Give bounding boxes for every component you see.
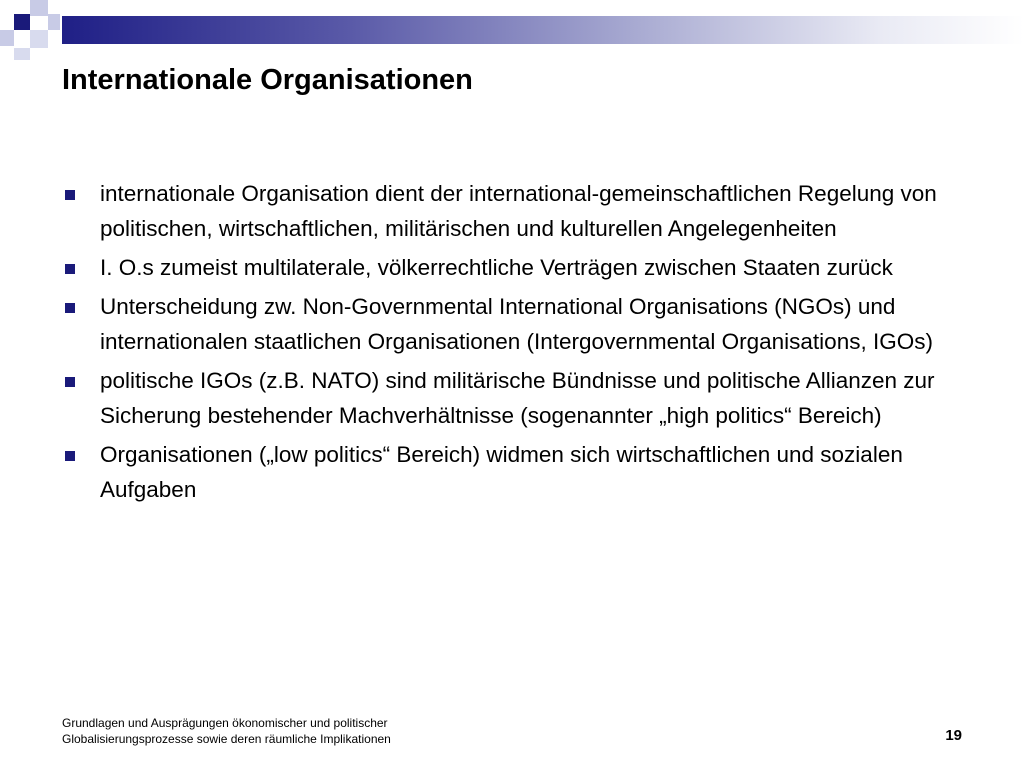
bullet-item (62, 176, 962, 246)
slide-title: Internationale Organisationen (62, 64, 473, 96)
decorative-square (0, 30, 14, 46)
page-number: 19 (945, 727, 962, 744)
header-gradient-bar (62, 16, 1024, 44)
bullet-text: internationale Organisation dient der international-gemeinschaftlichen Regelung von politischen, wirtschaftlichen, militärischen und kulturellen Angelegenheiten (100, 181, 937, 241)
bullet-item (62, 437, 962, 507)
decorative-square (48, 14, 60, 30)
bullet-list (62, 176, 962, 511)
decorative-square (14, 14, 30, 30)
bullet-item (62, 289, 962, 359)
decorative-square (14, 48, 30, 60)
footer-line: Globalisierungsprozesse sowie deren räumliche Implikationen (62, 732, 391, 746)
square-bullet-icon (65, 451, 75, 461)
bullet-item (62, 363, 962, 433)
bullet-text: I. O.s zumeist multilaterale, völkerrechtliche Verträgen zwischen Staaten zurück (100, 255, 893, 280)
square-bullet-icon (65, 190, 75, 200)
bullet-text: Unterscheidung zw. Non-Governmental International Organisations (NGOs) und internationalen staatlichen Organisationen (Intergovernmental Organisations, IGOs) (100, 294, 933, 354)
square-bullet-icon (65, 264, 75, 274)
decorative-square (30, 0, 48, 16)
bullet-text: politische IGOs (z.B. NATO) sind militärische Bündnisse und politische Allianzen zur Sicherung bestehender Machverhältnisse (sogenannter „high politics“ Bereich) (100, 368, 935, 428)
bullet-text: Organisationen („low politics“ Bereich) widmen sich wirtschaftlichen und sozialen Aufgaben (100, 442, 903, 502)
footer-line: Grundlagen und Ausprägungen ökonomischer und politischer (62, 716, 388, 730)
decorative-square (30, 30, 48, 48)
bullet-item (62, 250, 962, 285)
slide-footer (62, 715, 391, 747)
square-bullet-icon (65, 303, 75, 313)
square-bullet-icon (65, 377, 75, 387)
